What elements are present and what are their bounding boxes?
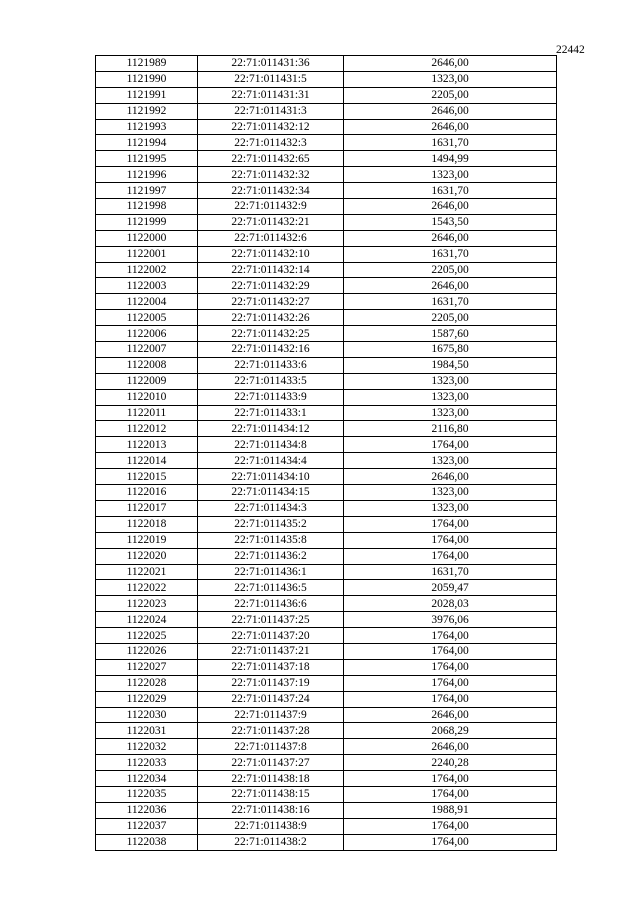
value-cell: 1764,00: [344, 516, 557, 532]
cadastral-number-cell: 22:71:011432:16: [198, 342, 344, 358]
cadastral-number-cell: 22:71:011434:4: [198, 453, 344, 469]
cadastral-number-cell: 22:71:011432:14: [198, 262, 344, 278]
value-cell: 1764,00: [344, 834, 557, 850]
value-cell: 1631,70: [344, 183, 557, 199]
record-number-cell: 1122005: [96, 310, 198, 326]
record-number-cell: 1122021: [96, 564, 198, 580]
cadastral-number-cell: 22:71:011432:27: [198, 294, 344, 310]
record-number-cell: 1121992: [96, 103, 198, 119]
value-cell: 1675,80: [344, 342, 557, 358]
record-number-cell: 1122006: [96, 326, 198, 342]
table-row: [96, 612, 557, 628]
record-number-cell: 1122015: [96, 469, 198, 485]
registry-table: [95, 55, 557, 851]
table-row: [96, 707, 557, 723]
registry-table-body: [96, 56, 557, 851]
record-number-cell: 1122010: [96, 389, 198, 405]
table-row: [96, 246, 557, 262]
table-row: [96, 357, 557, 373]
record-number-cell: 1122025: [96, 628, 198, 644]
value-cell: 1323,00: [344, 485, 557, 501]
value-cell: 1323,00: [344, 373, 557, 389]
record-number-cell: 1122020: [96, 548, 198, 564]
cadastral-number-cell: 22:71:011437:27: [198, 755, 344, 771]
value-cell: 1631,70: [344, 564, 557, 580]
value-cell: 2205,00: [344, 262, 557, 278]
cadastral-number-cell: 22:71:011438:16: [198, 802, 344, 818]
cadastral-number-cell: 22:71:011436:5: [198, 580, 344, 596]
table-row: [96, 485, 557, 501]
value-cell: 1543,50: [344, 214, 557, 230]
record-number-cell: 1122029: [96, 691, 198, 707]
record-number-cell: 1121997: [96, 183, 198, 199]
value-cell: 1494,99: [344, 151, 557, 167]
value-cell: 1764,00: [344, 771, 557, 787]
cadastral-number-cell: 22:71:011431:31: [198, 87, 344, 103]
value-cell: 1764,00: [344, 818, 557, 834]
record-number-cell: 1122001: [96, 246, 198, 262]
record-number-cell: 1122023: [96, 596, 198, 612]
cadastral-number-cell: 22:71:011436:1: [198, 564, 344, 580]
cadastral-number-cell: 22:71:011433:9: [198, 389, 344, 405]
table-row: [96, 262, 557, 278]
table-row: [96, 135, 557, 151]
cadastral-number-cell: 22:71:011433:1: [198, 405, 344, 421]
record-number-cell: 1122034: [96, 771, 198, 787]
value-cell: 1323,00: [344, 71, 557, 87]
table-row: [96, 310, 557, 326]
record-number-cell: 1122027: [96, 659, 198, 675]
value-cell: 1587,60: [344, 326, 557, 342]
record-number-cell: 1121993: [96, 119, 198, 135]
record-number-cell: 1122037: [96, 818, 198, 834]
value-cell: 2646,00: [344, 230, 557, 246]
cadastral-number-cell: 22:71:011434:8: [198, 437, 344, 453]
record-number-cell: 1122017: [96, 500, 198, 516]
record-number-cell: 1122013: [96, 437, 198, 453]
value-cell: 3976,06: [344, 612, 557, 628]
record-number-cell: 1121989: [96, 56, 198, 72]
value-cell: 1323,00: [344, 453, 557, 469]
cadastral-number-cell: 22:71:011432:12: [198, 119, 344, 135]
record-number-cell: 1122000: [96, 230, 198, 246]
table-row: [96, 421, 557, 437]
record-number-cell: 1122019: [96, 532, 198, 548]
value-cell: 1323,00: [344, 389, 557, 405]
table-row: [96, 834, 557, 850]
table-row: [96, 755, 557, 771]
table-row: [96, 71, 557, 87]
cadastral-number-cell: 22:71:011437:20: [198, 628, 344, 644]
cadastral-number-cell: 22:71:011434:12: [198, 421, 344, 437]
record-number-cell: 1121996: [96, 167, 198, 183]
table-row: [96, 691, 557, 707]
cadastral-number-cell: 22:71:011433:6: [198, 357, 344, 373]
table-row: [96, 739, 557, 755]
record-number-cell: 1122009: [96, 373, 198, 389]
record-number-cell: 1122031: [96, 723, 198, 739]
table-row: [96, 151, 557, 167]
table-row: [96, 167, 557, 183]
cadastral-number-cell: 22:71:011437:9: [198, 707, 344, 723]
table-row: [96, 802, 557, 818]
value-cell: 1984,50: [344, 357, 557, 373]
record-number-cell: 1122033: [96, 755, 198, 771]
table-row: [96, 564, 557, 580]
record-number-cell: 1122014: [96, 453, 198, 469]
record-number-cell: 1122032: [96, 739, 198, 755]
value-cell: 1764,00: [344, 628, 557, 644]
table-row: [96, 230, 557, 246]
record-number-cell: 1122026: [96, 643, 198, 659]
record-number-cell: 1121999: [96, 214, 198, 230]
value-cell: 2646,00: [344, 707, 557, 723]
value-cell: 2205,00: [344, 87, 557, 103]
cadastral-number-cell: 22:71:011431:3: [198, 103, 344, 119]
value-cell: 1323,00: [344, 500, 557, 516]
table-row: [96, 771, 557, 787]
cadastral-number-cell: 22:71:011432:3: [198, 135, 344, 151]
table-row: [96, 628, 557, 644]
cadastral-number-cell: 22:71:011431:5: [198, 71, 344, 87]
table-row: [96, 453, 557, 469]
record-number-cell: 1122004: [96, 294, 198, 310]
record-number-cell: 1121998: [96, 199, 198, 215]
table-row: [96, 278, 557, 294]
value-cell: 2059,47: [344, 580, 557, 596]
table-row: [96, 183, 557, 199]
cadastral-number-cell: 22:71:011435:2: [198, 516, 344, 532]
value-cell: 2028,03: [344, 596, 557, 612]
value-cell: 2646,00: [344, 199, 557, 215]
cadastral-number-cell: 22:71:011436:2: [198, 548, 344, 564]
value-cell: 2646,00: [344, 56, 557, 72]
table-row: [96, 532, 557, 548]
cadastral-number-cell: 22:71:011436:6: [198, 596, 344, 612]
record-number-cell: 1121990: [96, 71, 198, 87]
record-number-cell: 1122028: [96, 675, 198, 691]
cadastral-number-cell: 22:71:011437:8: [198, 739, 344, 755]
value-cell: 2068,29: [344, 723, 557, 739]
table-row: [96, 103, 557, 119]
value-cell: 2646,00: [344, 278, 557, 294]
record-number-cell: 1122030: [96, 707, 198, 723]
record-number-cell: 1121995: [96, 151, 198, 167]
cadastral-number-cell: 22:71:011432:9: [198, 199, 344, 215]
cadastral-number-cell: 22:71:011431:36: [198, 56, 344, 72]
record-number-cell: 1122012: [96, 421, 198, 437]
table-row: [96, 643, 557, 659]
value-cell: 1323,00: [344, 405, 557, 421]
value-cell: 1764,00: [344, 659, 557, 675]
value-cell: 1631,70: [344, 135, 557, 151]
value-cell: 2646,00: [344, 103, 557, 119]
cadastral-number-cell: 22:71:011435:8: [198, 532, 344, 548]
value-cell: 1631,70: [344, 294, 557, 310]
cadastral-number-cell: 22:71:011437:25: [198, 612, 344, 628]
table-row: [96, 294, 557, 310]
value-cell: 1988,91: [344, 802, 557, 818]
cadastral-number-cell: 22:71:011432:25: [198, 326, 344, 342]
cadastral-number-cell: 22:71:011432:6: [198, 230, 344, 246]
value-cell: 1764,00: [344, 532, 557, 548]
record-number-cell: 1122036: [96, 802, 198, 818]
value-cell: 2205,00: [344, 310, 557, 326]
table-row: [96, 723, 557, 739]
table-row: [96, 389, 557, 405]
page-number: 22442: [556, 44, 585, 56]
table-row: [96, 675, 557, 691]
value-cell: 1764,00: [344, 643, 557, 659]
value-cell: 1764,00: [344, 786, 557, 802]
record-number-cell: 1122016: [96, 485, 198, 501]
table-row: [96, 119, 557, 135]
table-row: [96, 214, 557, 230]
cadastral-number-cell: 22:71:011437:18: [198, 659, 344, 675]
table-row: [96, 786, 557, 802]
table-row: [96, 469, 557, 485]
record-number-cell: 1121991: [96, 87, 198, 103]
value-cell: 2646,00: [344, 119, 557, 135]
table-row: [96, 548, 557, 564]
cadastral-number-cell: 22:71:011432:21: [198, 214, 344, 230]
cadastral-number-cell: 22:71:011437:28: [198, 723, 344, 739]
value-cell: 1764,00: [344, 675, 557, 691]
value-cell: 2116,80: [344, 421, 557, 437]
table-row: [96, 373, 557, 389]
table-row: [96, 199, 557, 215]
table-row: [96, 516, 557, 532]
cadastral-number-cell: 22:71:011432:34: [198, 183, 344, 199]
table-row: [96, 500, 557, 516]
record-number-cell: 1122022: [96, 580, 198, 596]
record-number-cell: 1122007: [96, 342, 198, 358]
cadastral-number-cell: 22:71:011433:5: [198, 373, 344, 389]
cadastral-number-cell: 22:71:011432:32: [198, 167, 344, 183]
table-row: [96, 56, 557, 72]
cadastral-number-cell: 22:71:011438:18: [198, 771, 344, 787]
cadastral-number-cell: 22:71:011432:65: [198, 151, 344, 167]
table-row: [96, 659, 557, 675]
record-number-cell: 1121994: [96, 135, 198, 151]
record-number-cell: 1122035: [96, 786, 198, 802]
cadastral-number-cell: 22:71:011432:10: [198, 246, 344, 262]
value-cell: 2240,28: [344, 755, 557, 771]
record-number-cell: 1122018: [96, 516, 198, 532]
cadastral-number-cell: 22:71:011432:26: [198, 310, 344, 326]
table-row: [96, 326, 557, 342]
record-number-cell: 1122008: [96, 357, 198, 373]
record-number-cell: 1122002: [96, 262, 198, 278]
value-cell: 1631,70: [344, 246, 557, 262]
value-cell: 2646,00: [344, 739, 557, 755]
cadastral-number-cell: 22:71:011432:29: [198, 278, 344, 294]
record-number-cell: 1122038: [96, 834, 198, 850]
cadastral-number-cell: 22:71:011434:10: [198, 469, 344, 485]
cadastral-number-cell: 22:71:011437:24: [198, 691, 344, 707]
cadastral-number-cell: 22:71:011438:9: [198, 818, 344, 834]
record-number-cell: 1122011: [96, 405, 198, 421]
cadastral-number-cell: 22:71:011437:21: [198, 643, 344, 659]
cadastral-number-cell: 22:71:011438:15: [198, 786, 344, 802]
cadastral-number-cell: 22:71:011437:19: [198, 675, 344, 691]
table-row: [96, 818, 557, 834]
record-number-cell: 1122024: [96, 612, 198, 628]
value-cell: 2646,00: [344, 469, 557, 485]
cadastral-number-cell: 22:71:011434:3: [198, 500, 344, 516]
value-cell: 1323,00: [344, 167, 557, 183]
value-cell: 1764,00: [344, 437, 557, 453]
table-row: [96, 580, 557, 596]
cadastral-number-cell: 22:71:011438:2: [198, 834, 344, 850]
table-row: [96, 437, 557, 453]
table-row: [96, 405, 557, 421]
table-row: [96, 596, 557, 612]
table-row: [96, 87, 557, 103]
value-cell: 1764,00: [344, 691, 557, 707]
table-row: [96, 342, 557, 358]
cadastral-number-cell: 22:71:011434:15: [198, 485, 344, 501]
value-cell: 1764,00: [344, 548, 557, 564]
record-number-cell: 1122003: [96, 278, 198, 294]
